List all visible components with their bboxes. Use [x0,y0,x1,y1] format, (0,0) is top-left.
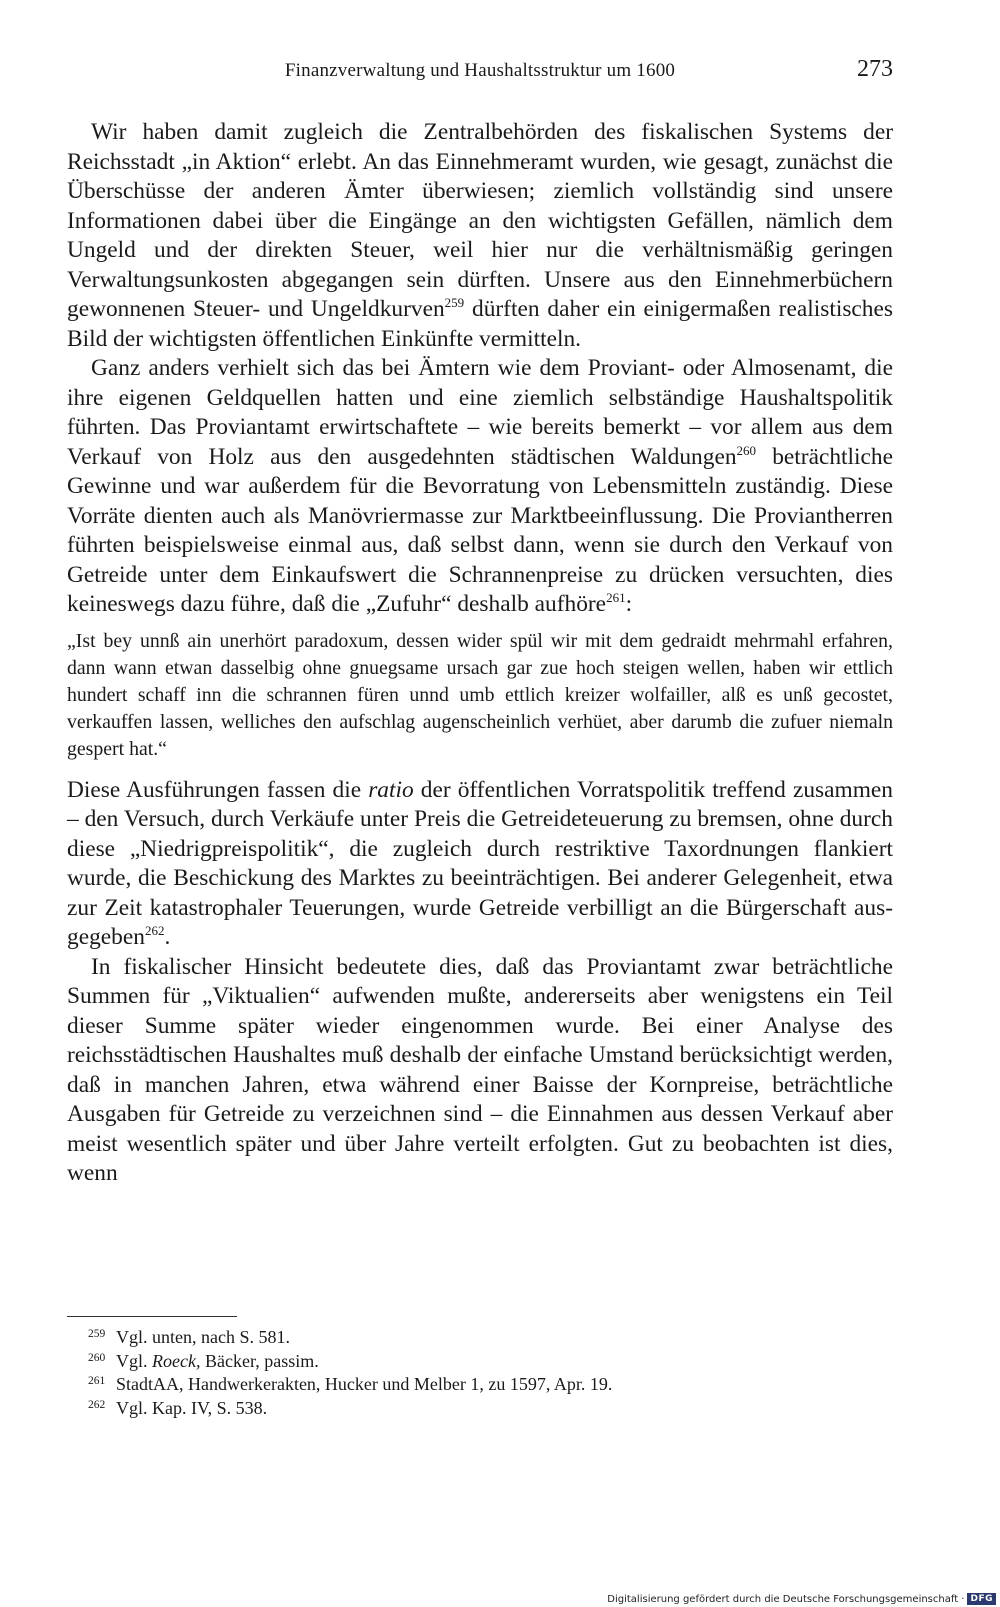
digitization-text: Digitalisierung gefördert durch die Deutsche Forschungsgemeinschaft · [607,1593,965,1605]
footnote-number: 261 [88,1375,106,1388]
block-quote: „Ist bey unnß ain unerhört paradoxum, dessen wider spül wir mit dem gedraidt mehrmahl erfahren, dann wann etwan dasselbig ohne gnuegsame ursach gar zue hoch steigen wellen, haben wir ettlich hundert schaff inn die schrannen füren unnd umb ettlich kreizer wolfailler, alß es unß gecostet, verkauffen lassen, welliches den aufschlag augenscheinlich verhüet, aber darumb die zufuer niemaln gespert hat.“ [67,629,893,761]
paragraph-3-text-a: Diese Ausführungen fassen die [67,776,369,803]
page-number: 273 [857,56,893,82]
footnote-number: 260 [88,1351,106,1364]
paragraph-3 [67,776,893,953]
paragraph-4: In fiskalischer Hinsicht bedeutete dies, daß das Proviantamt zwar beträchtliche Summen für „Viktualien“ aufwenden mußte, andererseits aber wenigstens ein Teil dieser Summe später wieder eingenommen wurde. Bei einer Analyse des reichsstädtischen Haushaltes muß deshalb der einfache Umstand berücksichtigt werden, daß in manchen Jahren, etwa während einer Baisse der Kornpreise, beträchtliche Ausgaben für Getreide zu verzeichnen sind – die Einnahmen aus dessen Verkauf aber meist wesentlich später und über Jahre verteilt erfolgten. Gut zu beobachten ist dies, wenn [67,953,893,1187]
footnote-ref-262[interactable]: 262 [144,923,165,939]
footnote-ref-259[interactable]: 259 [444,295,465,310]
footnote-259 [88,1326,888,1350]
footnote-262 [88,1397,888,1421]
footnote-text: StadtAA, Handwerkerakten, Hucker und Melber 1, zu 1597, Apr. 19. [116,1374,613,1395]
body-text [67,118,893,1189]
paragraph-2-text-b: beträchtliche Gewinne und war außerdem für die Bevorratung von Lebensmitteln zuständig. Diese Vorräte dienten auch als Manövriermasse zur Marktbeeinflussung. Die Proviantherren führten beispielsweise einmal aus, daß selbst dann, wenn sie durch den Verkauf von Getreide unter dem Einkaufswert die Schrannenpreise zu drücken versuchten, dies keineswegs dazu führe, daß die „Zufuhr“ deshalb aufhöre [67,443,893,617]
footnote-divider [67,1316,237,1317]
paragraph-3-text-c: . [164,924,171,951]
footnote-text: Vgl. Kap. IV, S. 538. [116,1397,268,1418]
paragraph-2-text-c: : [625,591,633,617]
paragraph-3-text-b: der öffentlichen Vorratspolitik treffend zusammen – den Versuch, durch Verkäufe unter Preis die Getreideteuerung zu bremsen, ohne durch diese „Niedrigpreispolitik“, die zugleich durch restriktive Taxordnungen flankiert wurde, die Beschickung des Marktes zu beeinträchtigen. Bei anderer Gelegenheit, etwa zur Zeit katastrophaler Teuerungen, wurde Getreide verbilligt an die Bürgerschaft ausgegeben [67,776,893,951]
paragraph-1-text-a: Wir haben damit zugleich die Zentralbehörden des fiskalischen Systems der Reichsstadt „in Aktion“ erlebt. An das Einnehmeramt wurden, wie gesagt, zunächst die Überschüsse der anderen Ämter überwiesen; ziemlich vollständig sind unsere Informationen dabei über die Eingänge an den wichtigsten Gefällen, nämlich dem Ungeld und der direkten Steuer, weil hier nur die verhältnismäßig geringen Verwaltungsunkosten abgegangen sein dürften. Unsere aus den Einnehmerbüchern gewonnenen Steuer- und Ungeldkurven [67,119,893,322]
paragraph-1-text-b: dürften daher ein einigermaßen realistisches Bild der wichtigsten öffentlichen Einkünfte vermitteln. [67,296,893,352]
paragraph-3-emphasis: ratio [368,776,414,803]
footnotes [88,1326,888,1420]
footnote-number: 259 [88,1328,106,1340]
footnote-text: Vgl. unten, nach S. 581. [116,1327,290,1347]
paragraph-2-text-a: Ganz anders verhielt sich das bei Ämtern wie dem Proviant- oder Almosenamt, die ihre eigenen Geldquellen hatten und eine ziemlich selbständige Haushaltspolitik führten. Das Proviantamt erwirtschaftete – wie bereits bemerkt – vor allem aus dem Verkauf von Holz aus den ausgedehnten städtischen Waldungen [67,355,893,470]
running-title: Finanzverwaltung und Haushaltsstruktur um 1600 [284,60,676,81]
footnote-number: 262 [88,1398,106,1411]
footnote-ref-261[interactable]: 261 [606,590,626,605]
running-head [67,56,893,90]
paragraph-2 [67,354,893,620]
footnote-260 [88,1350,888,1374]
dfg-logo-icon[interactable]: DFG [967,1593,996,1605]
paragraph-1 [67,118,893,354]
footnote-ref-260[interactable]: 260 [736,442,757,458]
footnote-text: Vgl. Roeck, Bäcker, passim. [116,1350,319,1371]
footnote-261 [88,1373,888,1397]
digitization-credit [607,1593,996,1605]
